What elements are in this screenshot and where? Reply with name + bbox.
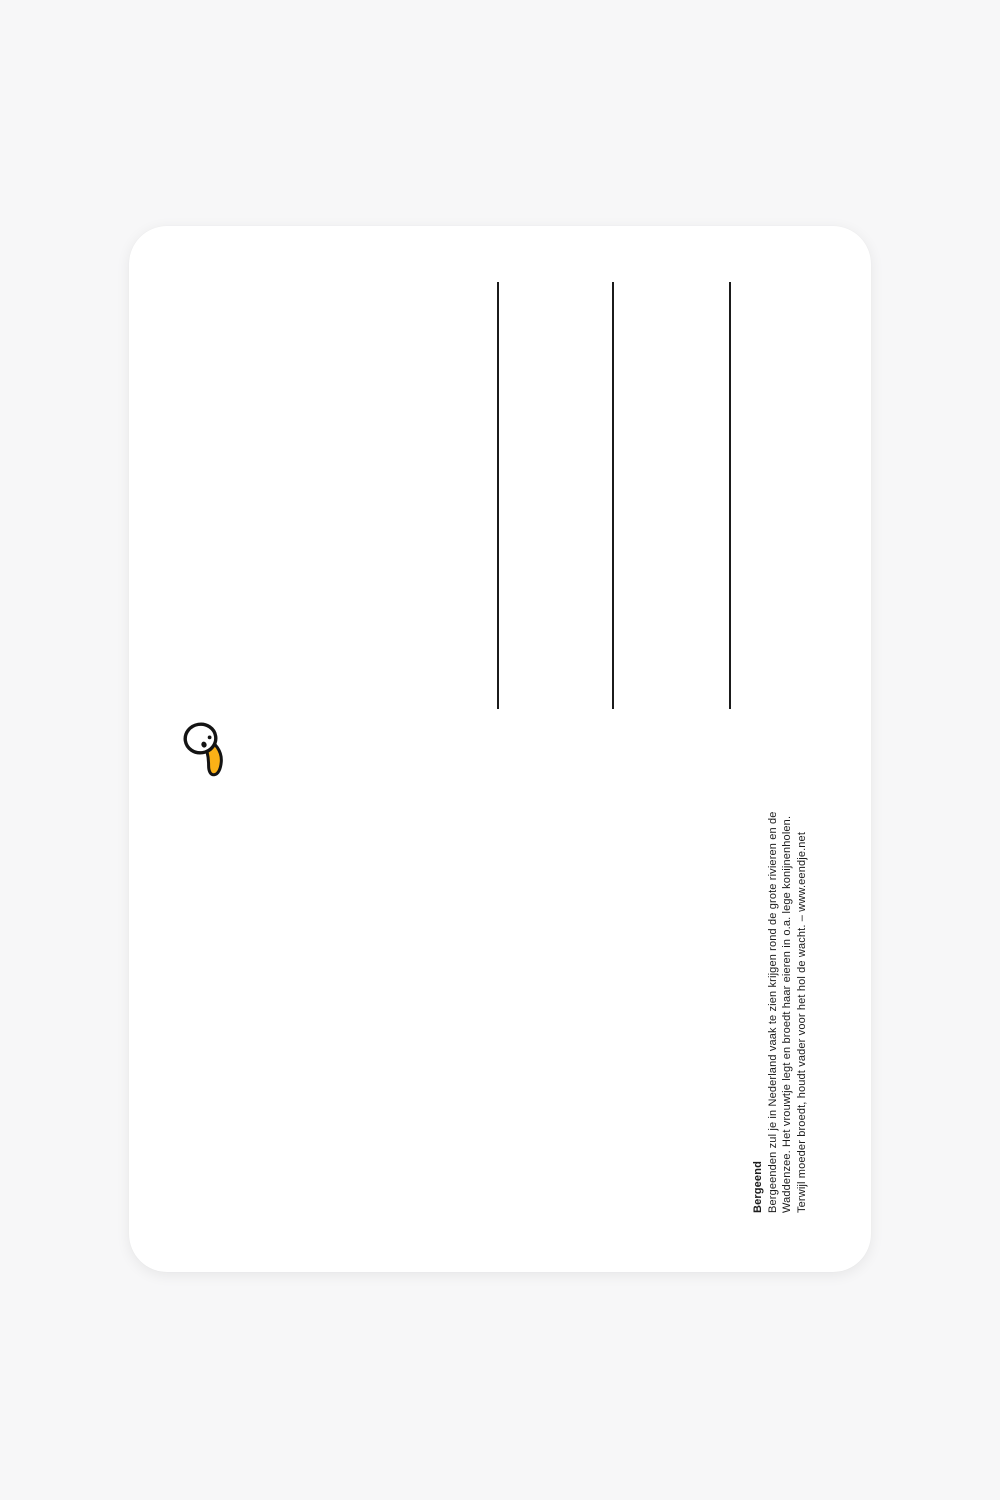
species-description [766,769,810,1213]
species-info-text [751,769,809,1213]
address-line [497,282,499,709]
species-description-line: Bergeenden zul je in Nederland vaak te zien krijgen rond de grote rivieren en de [766,811,779,1213]
address-line [729,282,731,709]
postcard-back [129,226,871,1272]
duck-logo-icon [183,712,235,780]
species-description-line: Terwijl moeder broedt, houdt vader voor het hol de wacht. – www.eendje.net [795,831,808,1213]
address-line [612,282,614,709]
species-title: Bergeend [752,1161,764,1213]
species-description-line: Waddenzee. Het vrouwtje legt en broedt haar eieren in o.a. lege konijnenholen. [781,815,793,1213]
